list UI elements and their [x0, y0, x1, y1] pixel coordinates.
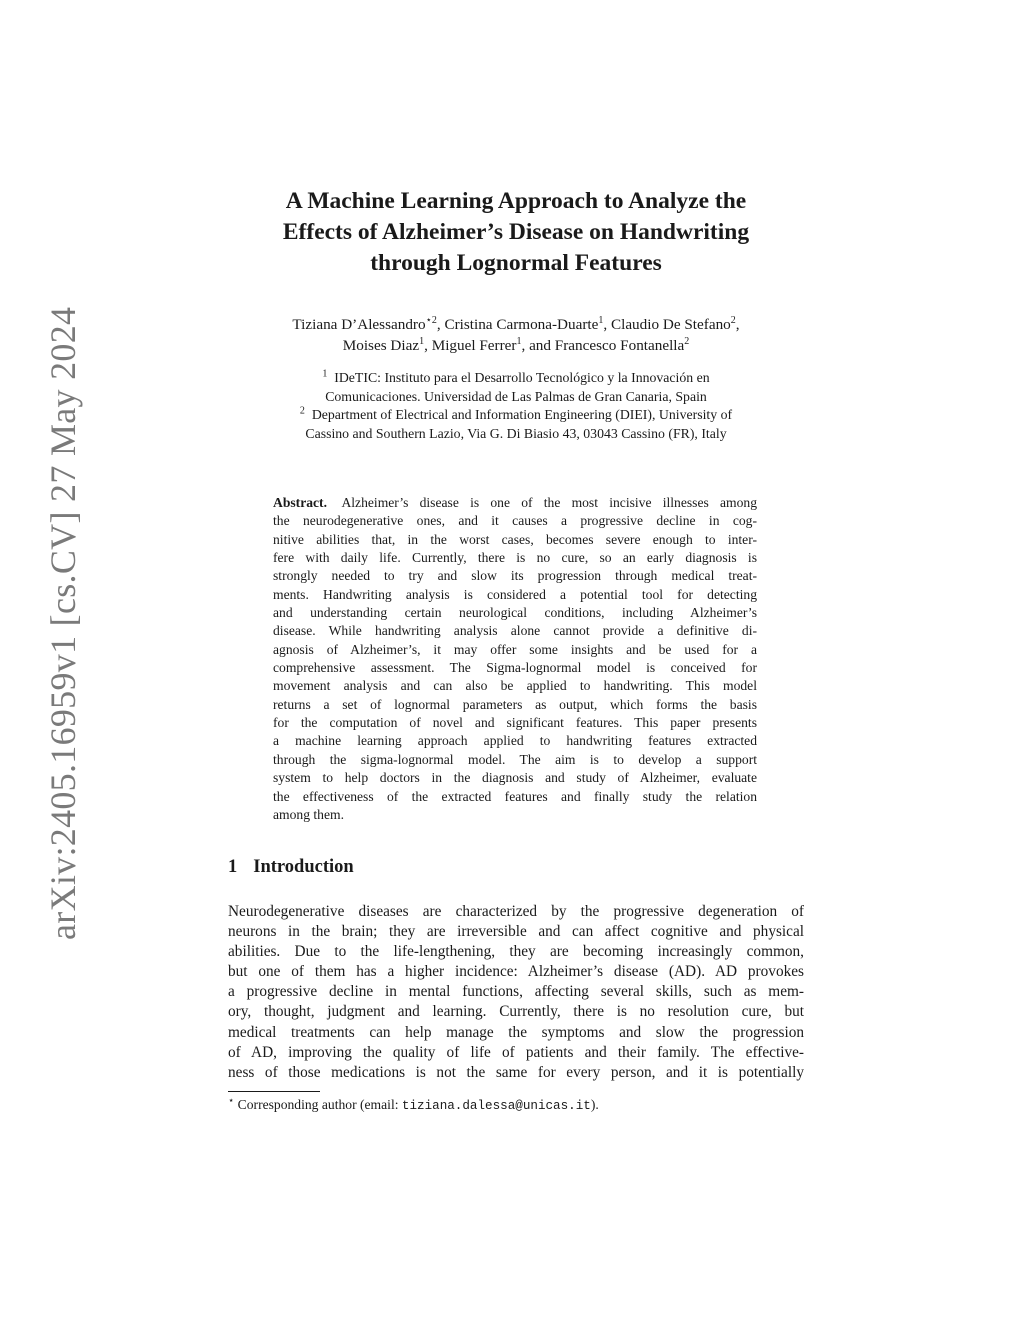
title-line: Effects of Alzheimer’s Disease on Handwriting — [282, 219, 750, 245]
abstract-line: through the sigma-lognormal model. The aim is to develop a support — [273, 751, 757, 767]
footnote-tail: ). — [590, 1097, 599, 1112]
introduction-paragraph — [228, 902, 804, 1083]
section-title: Introduction — [253, 857, 354, 877]
section-heading — [228, 857, 354, 878]
abstract-line: for the computation of novel and significant features. This paper presents — [273, 715, 757, 731]
author-affiliation-marker: 2 — [684, 335, 690, 347]
body-line: medical treatments can help manage the symptoms and slow the progression — [228, 1023, 804, 1041]
author-name: , Cristina Carmona-Duarte — [436, 316, 599, 333]
author-name: , Miguel Ferrer — [424, 337, 517, 354]
footnote-marker: ⋆ — [228, 1095, 235, 1107]
body-line: a progressive decline in mental functions, affecting several skills, such as mem- — [228, 983, 804, 1001]
abstract-label: Abstract. — [273, 495, 327, 510]
author-list — [228, 314, 804, 356]
author-affiliation-marker: 1 — [516, 335, 522, 347]
author-name: , and Francesco Fontanella — [521, 337, 685, 354]
footnote-divider — [228, 1091, 320, 1092]
abstract-line: comprehensive assessment. The Sigma-lognormal model is conceived for — [273, 660, 757, 676]
author-name: Tiziana D’Alessandro — [292, 316, 426, 333]
abstract-line: the effectiveness of the extracted features and finally study the relation — [273, 788, 757, 804]
body-line: ness of those medications is not the same for every person, and it is potentially — [228, 1063, 804, 1081]
body-line: but one of them has a higher incidence: Alzheimer’s disease (AD). AD provokes — [228, 963, 804, 981]
body-line: neurons in the brain; they are irreversible and can affect cognitive and physical — [228, 923, 804, 941]
abstract-line: agnosis of Alzheimer’s, it may offer some insights and be used for a — [273, 641, 757, 657]
abstract-line: the neurodegenerative ones, and it causes a progressive decline in cog- — [273, 513, 757, 529]
title-line: through Lognormal Features — [370, 250, 662, 276]
abstract-line: strongly needed to try and slow its progression through medical treat- — [273, 568, 757, 584]
arxiv-identifier: arXiv:2405.16959v1 [cs.CV] 27 May 2024 — [43, 306, 83, 940]
affiliation-line: $^1$ IDeTIC: Instituto para el Desarrollo Tecnológico y la Innovación en — [322, 368, 710, 385]
footnote — [228, 1096, 599, 1115]
abstract-line: nitive abilities that, in the worst cases, becomes severe enough to inter- — [273, 531, 757, 547]
affiliation-line: Cassino and Southern Lazio, Via G. Di Biasio 43, 03043 Cassino (FR), Italy — [305, 425, 727, 441]
affiliation-line: Comunicaciones. Universidad de Las Palmas de Gran Canaria, Spain — [325, 388, 707, 404]
footnote-text: Corresponding author (email: — [237, 1097, 402, 1112]
affiliations — [228, 369, 804, 443]
section-number: 1 — [228, 857, 238, 877]
title-line: A Machine Learning Approach to Analyze the — [285, 188, 747, 214]
abstract-line: system to help doctors in the diagnosis and study of Alzheimer, evaluate — [273, 770, 757, 786]
author-affiliation-marker: ⋆2 — [425, 314, 437, 326]
author-line — [228, 335, 804, 356]
body-line: Neurodegenerative diseases are characterized by the progressive degeneration of — [228, 903, 804, 920]
abstract — [273, 494, 757, 824]
body-line: of AD, improving the quality of life of patients and their family. The effective- — [228, 1043, 804, 1061]
abstract-line: Abstract. Alzheimer’s disease is one of the most incisive illnesses among — [273, 495, 757, 510]
affiliation-marker: 1 — [322, 368, 328, 380]
body-line: ory, thought, judgment and learning. Currently, there is no resolution cure, but — [228, 1003, 804, 1021]
affiliation-marker: 2 — [299, 405, 305, 417]
author-affiliation-marker: 1 — [419, 335, 425, 347]
author-affiliation-marker: 1 — [598, 314, 604, 326]
corresponding-email-link[interactable]: tiziana.dalessa@unicas.it — [401, 1099, 591, 1113]
author-name: , Claudio De Stefano — [603, 316, 731, 333]
author-name: Moises Diaz — [342, 337, 420, 354]
affiliation-line: $^2$ Department of Electrical and Information Engineering (DIEI), University of — [299, 405, 733, 422]
abstract-line: movement analysis and can also be applied to handwriting. This model — [273, 678, 757, 694]
abstract-line: disease. While handwriting analysis alone cannot provide a definitive di- — [273, 623, 757, 639]
abstract-line: returns a set of lognormal parameters as output, which forms the basis — [273, 696, 757, 712]
body-line: abilities. Due to the life-lengthening, they are becoming increasingly common, — [228, 943, 804, 961]
abstract-line: and understanding certain neurological conditions, including Alzheimer’s — [273, 605, 757, 621]
author-line — [228, 314, 804, 335]
abstract-line: ments. Handwriting analysis is considered a potential tool for detecting — [273, 586, 757, 602]
abstract-line: fere with daily life. Currently, there is no cure, so an early diagnosis is — [273, 550, 757, 566]
paper-title — [228, 186, 804, 279]
author-separator: , — [735, 316, 740, 333]
abstract-line: a machine learning approach applied to handwriting features extracted — [273, 733, 757, 749]
author-affiliation-marker: 2 — [730, 314, 736, 326]
abstract-line: among them. — [273, 806, 344, 822]
